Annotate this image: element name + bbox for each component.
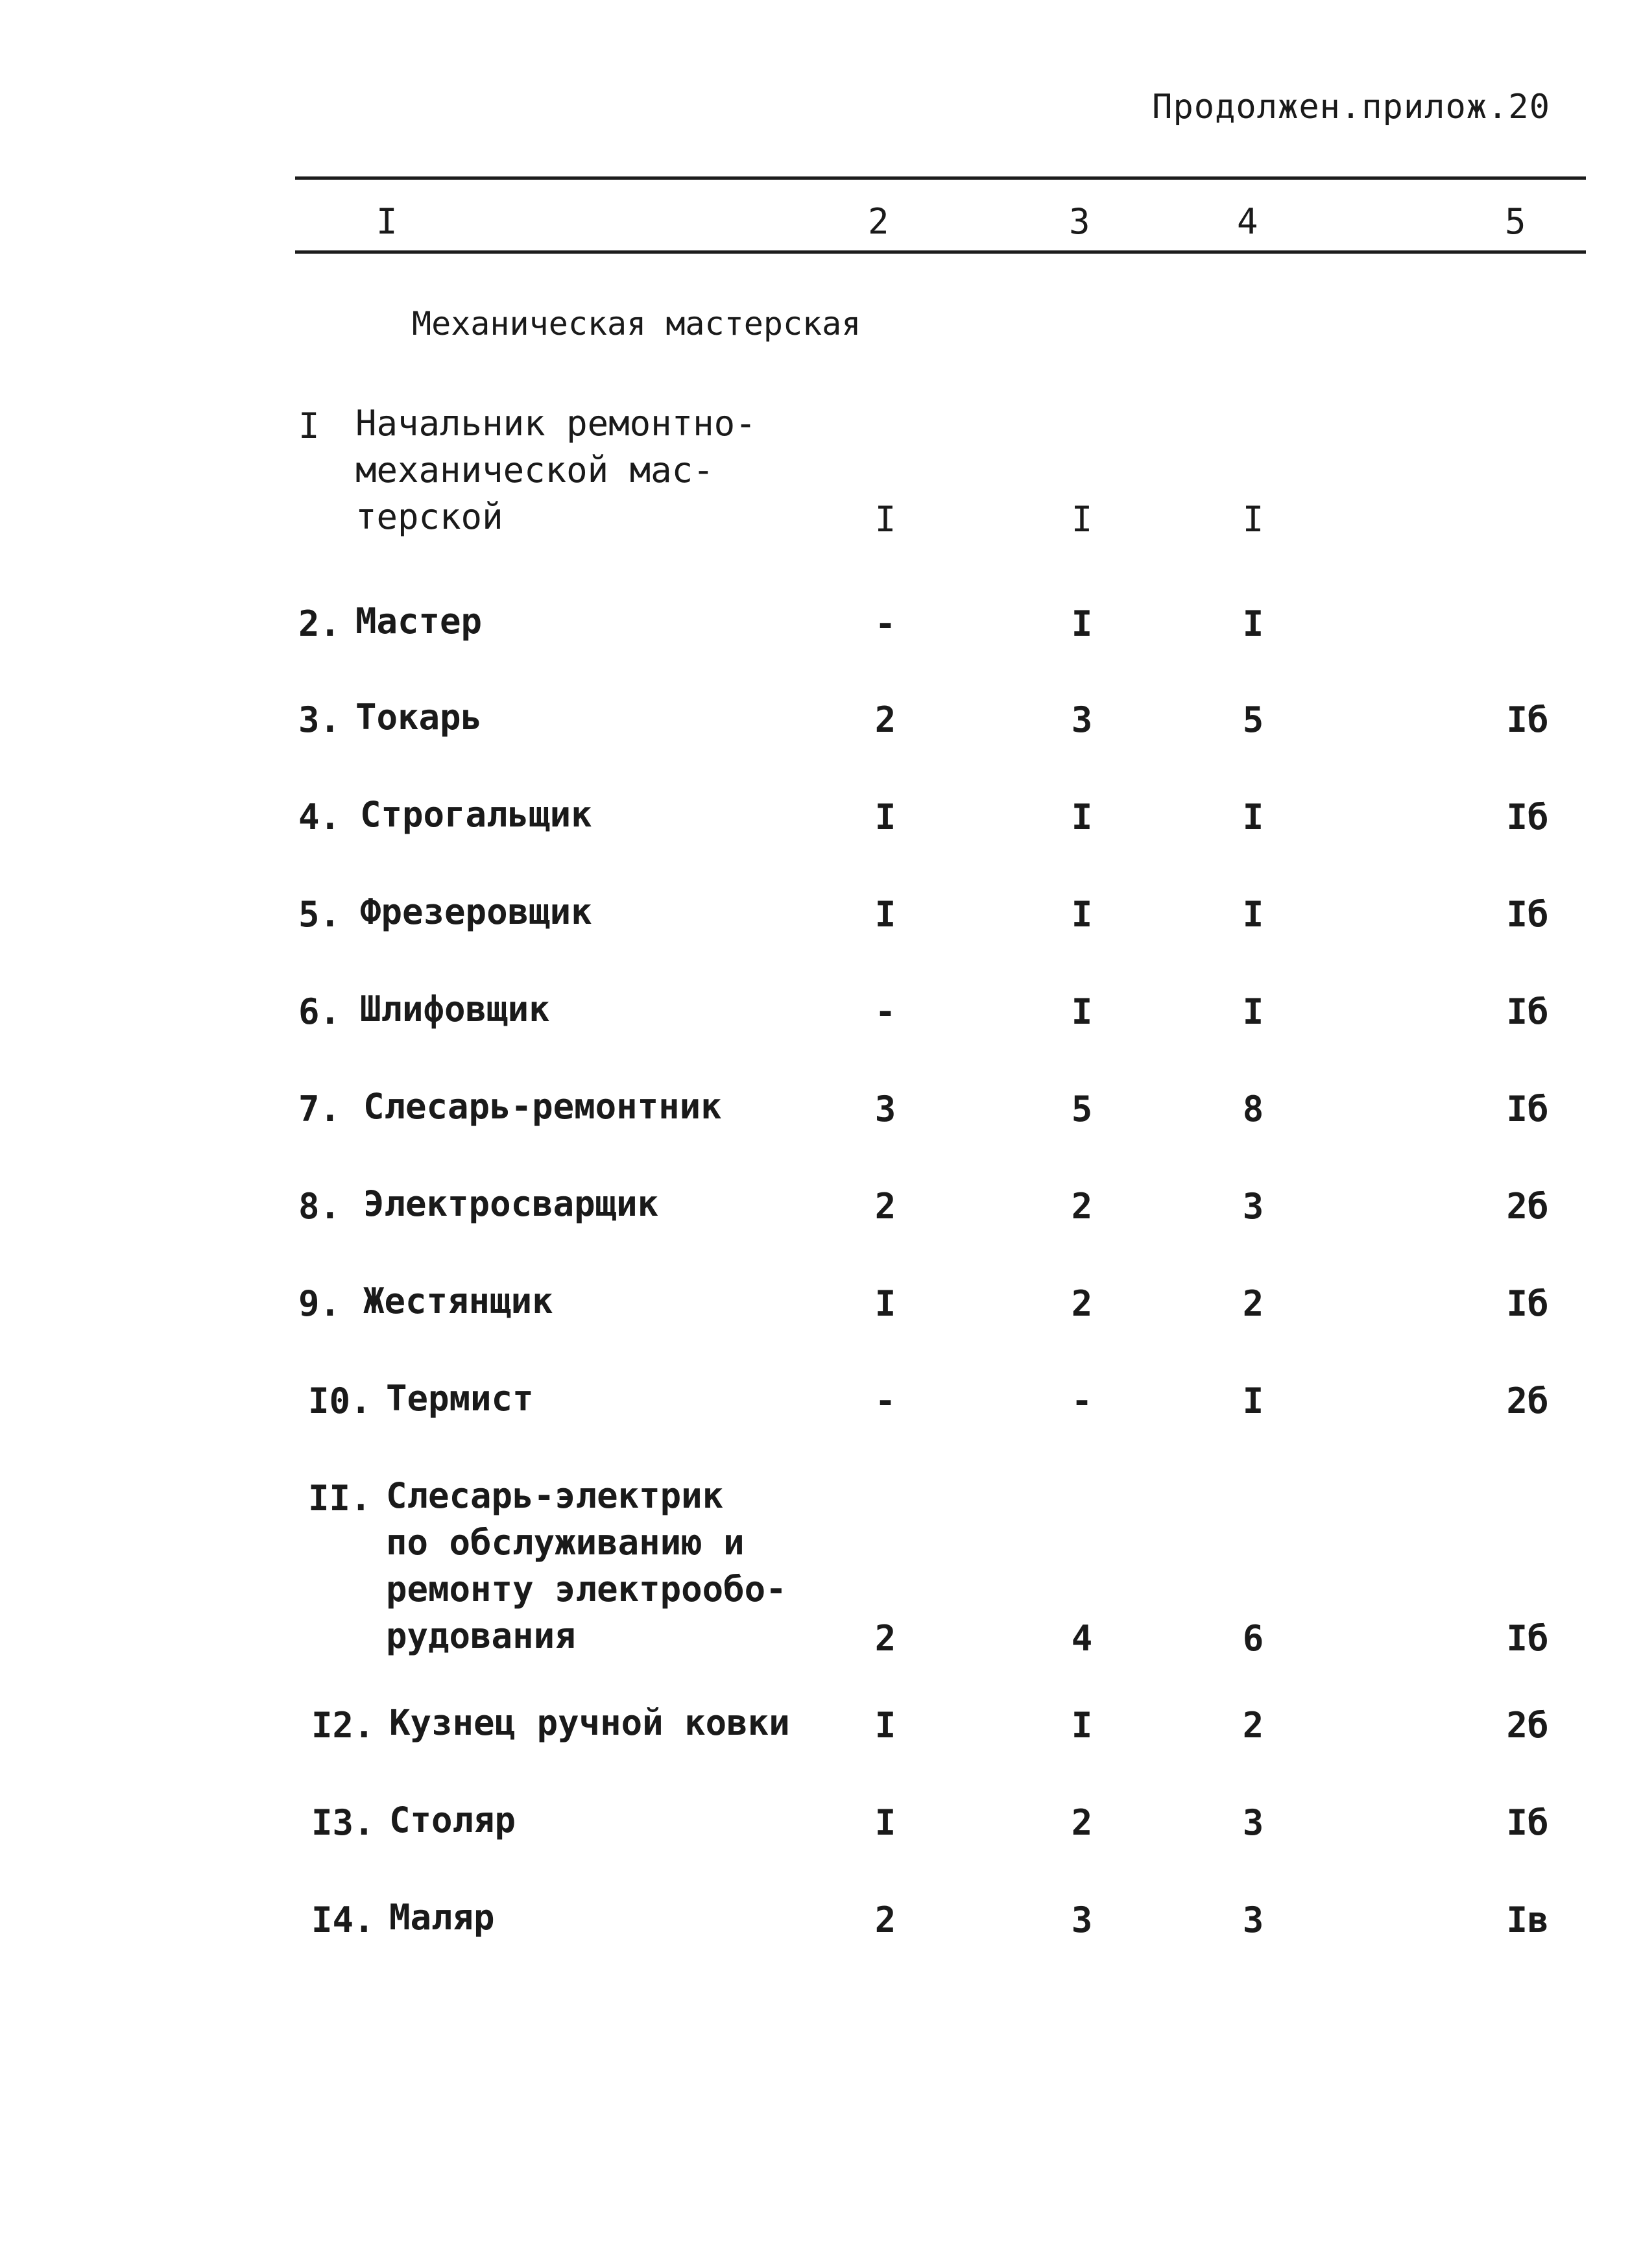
cell-col-5: Iб — [1506, 1618, 1549, 1659]
cell-col-5: Iб — [1506, 1283, 1549, 1324]
column-header-4: 4 — [1237, 201, 1258, 242]
column-header-3: 3 — [1069, 201, 1090, 242]
cell-col-2: - — [874, 1381, 896, 1421]
occupation-name: Токарь — [355, 697, 483, 738]
occupation-name: Маляр — [389, 1897, 495, 1938]
row-number: 4. — [298, 797, 341, 838]
occupation-name: Термист — [386, 1378, 534, 1419]
cell-col-2: I — [874, 797, 896, 838]
cell-col-4: I — [1242, 797, 1264, 838]
cell-col-3: 2 — [1071, 1802, 1093, 1843]
cell-col-5: Iб — [1506, 699, 1549, 740]
row-number: 2. — [298, 603, 341, 644]
cell-col-3: I — [1071, 991, 1093, 1032]
cell-col-2: - — [874, 991, 896, 1032]
cell-col-4: 6 — [1242, 1618, 1264, 1659]
cell-col-5: Iб — [1506, 1802, 1549, 1843]
row-number: I4. — [311, 1900, 375, 1940]
cell-col-3: I — [1071, 603, 1093, 644]
cell-col-4: I — [1242, 603, 1264, 644]
column-header-2: 2 — [868, 201, 889, 242]
cell-col-3: 4 — [1071, 1618, 1093, 1659]
cell-col-3: 3 — [1071, 1900, 1093, 1940]
row-number: I — [298, 405, 320, 446]
cell-col-5: Iв — [1506, 1900, 1549, 1940]
cell-col-5: Iб — [1506, 894, 1549, 935]
column-header-5: 5 — [1505, 201, 1526, 242]
row-number: 3. — [298, 699, 341, 740]
cell-col-3: 5 — [1071, 1089, 1093, 1129]
occupation-name: Электросварщик — [363, 1183, 659, 1224]
row-number: 7. — [298, 1089, 341, 1129]
cell-col-3: I — [1071, 1705, 1093, 1746]
cell-col-5: 2б — [1506, 1186, 1549, 1227]
occupation-name: Мастер — [355, 601, 483, 642]
cell-col-4: I — [1242, 991, 1264, 1032]
cell-col-2: 2 — [874, 699, 896, 740]
cell-col-4: I — [1242, 894, 1264, 935]
cell-col-3: 2 — [1071, 1283, 1093, 1324]
cell-col-2: 2 — [874, 1186, 896, 1227]
cell-col-4: I — [1242, 1381, 1264, 1421]
row-number: II. — [308, 1478, 372, 1519]
appendix-reference: Продолжен.прилож.20 — [1152, 88, 1550, 127]
cell-col-4: 3 — [1242, 1802, 1264, 1843]
row-number: 6. — [298, 991, 341, 1032]
cell-col-2: I — [874, 1705, 896, 1746]
cell-col-3: - — [1071, 1381, 1093, 1421]
cell-col-2: I — [874, 499, 896, 540]
cell-col-3: I — [1071, 499, 1093, 540]
occupation-name: Фрезеровщик — [360, 891, 592, 932]
cell-col-4: 8 — [1242, 1089, 1264, 1129]
cell-col-4: I — [1242, 499, 1264, 540]
cell-col-5: 2б — [1506, 1381, 1549, 1421]
cell-col-4: 3 — [1242, 1900, 1264, 1940]
occupation-name: Начальник ремонтно- механической мас- терской — [355, 403, 756, 537]
table-header-rule — [295, 250, 1586, 254]
row-number: I2. — [311, 1705, 375, 1746]
cell-col-5: Iб — [1506, 1089, 1549, 1129]
cell-col-3: I — [1071, 797, 1093, 838]
cell-col-2: I — [874, 1283, 896, 1324]
section-title: Механическая мастерская — [412, 305, 861, 343]
occupation-name: Жестянщик — [363, 1281, 553, 1321]
cell-col-2: 2 — [874, 1618, 896, 1659]
row-number: 5. — [298, 894, 341, 935]
cell-col-3: 2 — [1071, 1186, 1093, 1227]
cell-col-3: I — [1071, 894, 1093, 935]
occupation-name: Кузнец ручной ковки — [389, 1702, 790, 1743]
occupation-name: Слесарь-электрик по обслуживанию и ремонту электрообо- рудования — [386, 1475, 787, 1656]
cell-col-5: Iб — [1506, 797, 1549, 838]
cell-col-2: 3 — [874, 1089, 896, 1129]
cell-col-4: 5 — [1242, 699, 1264, 740]
cell-col-5: 2б — [1506, 1705, 1549, 1746]
occupation-name: Шлифовщик — [360, 989, 550, 1030]
cell-col-2: 2 — [874, 1900, 896, 1940]
cell-col-3: 3 — [1071, 699, 1093, 740]
row-number: 9. — [298, 1283, 341, 1324]
row-number: I0. — [308, 1381, 372, 1421]
table-top-rule — [295, 176, 1586, 180]
cell-col-4: 2 — [1242, 1705, 1264, 1746]
occupation-name: Слесарь-ремонтник — [363, 1086, 722, 1127]
row-number: 8. — [298, 1186, 341, 1227]
cell-col-2: I — [874, 1802, 896, 1843]
cell-col-5: Iб — [1506, 991, 1549, 1032]
cell-col-2: - — [874, 603, 896, 644]
cell-col-4: 3 — [1242, 1186, 1264, 1227]
cell-col-4: 2 — [1242, 1283, 1264, 1324]
column-header-1: I — [376, 201, 398, 242]
occupation-name: Строгальщик — [360, 794, 592, 835]
occupation-name: Столяр — [389, 1800, 516, 1840]
cell-col-2: I — [874, 894, 896, 935]
row-number: I3. — [311, 1802, 375, 1843]
